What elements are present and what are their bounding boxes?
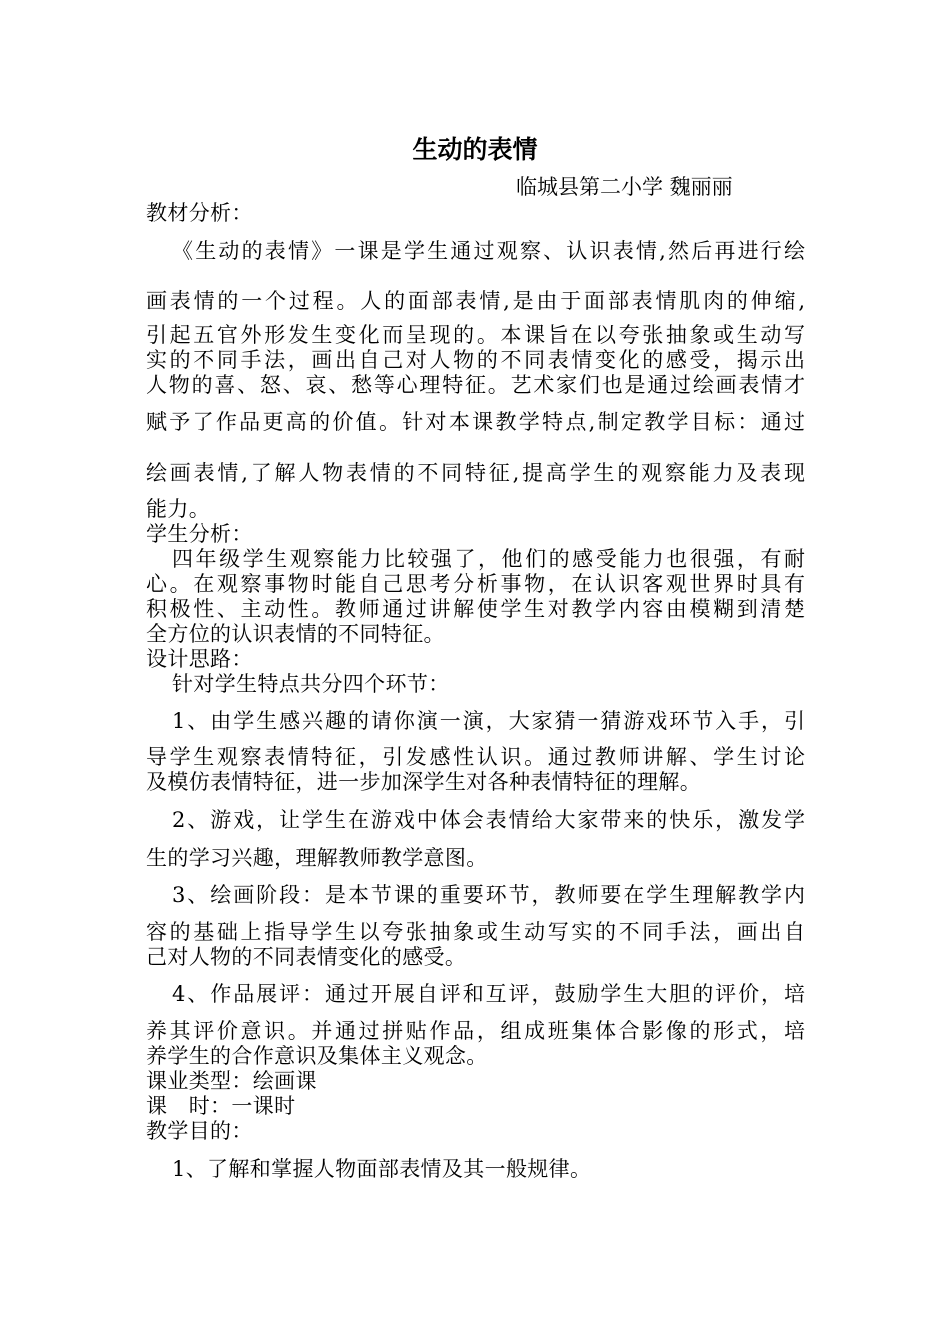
paragraph-line: 能力。	[146, 497, 211, 521]
list-item-line: 及模仿表情特征，进一步加深学生对各种表情特征的理解。	[146, 770, 702, 794]
paragraph-line: 积极性、主动性。教师通过讲解使学生对教学内容由模糊到清楚	[146, 597, 805, 621]
paragraph-line: 引起五官外形发生变化而呈现的。本课旨在以夸张抽象或生动写	[146, 323, 805, 347]
list-item-line: 2、游戏，让学生在游戏中体会表情给大家带来的快乐，激发学	[172, 808, 805, 832]
section-heading-textbook-analysis: 教材分析：	[146, 201, 253, 225]
paragraph-line: 人物的喜、怒、哀、愁等心理特征。艺术家们也是通过绘画表情才	[146, 373, 805, 397]
list-item-line: 容的基础上指导学生以夸张抽象或生动写实的不同手法，画出自	[146, 920, 805, 944]
list-item-line: 4、作品展评：通过开展自评和互评，鼓励学生大胆的评价，培	[172, 982, 805, 1006]
paragraph-line: 全方位的认识表情的不同特征。	[146, 622, 445, 646]
section-heading-teaching-goals: 教学目的：	[146, 1119, 253, 1143]
paragraph-line: 《生动的表情》一课是学生通过观察、认识表情,然后再进行绘	[172, 239, 805, 263]
paragraph-line: 实的不同手法，画出自己对人物的不同表情变化的感受，揭示出	[146, 348, 805, 372]
list-item-line: 生的学习兴趣，理解教师教学意图。	[146, 846, 488, 870]
paragraph-line: 绘画表情,了解人物表情的不同特征,提高学生的观察能力及表现	[146, 461, 805, 485]
list-item-line: 养学生的合作意识及集体主义观念。	[146, 1044, 488, 1068]
paragraph-line: 心。在观察事物时能自己思考分析事物，在认识客观世界时具有	[146, 572, 805, 596]
document-author: 临城县第二小学 魏丽丽	[516, 175, 733, 199]
list-item-line: 导学生观察表情特征，引发感性认识。通过教师讲解、学生讨论	[146, 745, 805, 769]
lesson-hours: 课 时：一课时	[146, 1094, 296, 1118]
list-item-line: 养其评价意识。并通过拼贴作品，组成班集体合影像的形式，培	[146, 1019, 805, 1043]
paragraph-line: 针对学生特点共分四个环节：	[172, 672, 450, 696]
list-item-line: 1、由学生感兴趣的请你演一演，大家猜一猜游戏环节入手，引	[172, 709, 805, 733]
lesson-type: 课业类型：绘画课	[146, 1069, 317, 1093]
list-item-line: 己对人物的不同表情变化的感受。	[146, 945, 467, 969]
document-title: 生动的表情	[412, 135, 538, 164]
paragraph-line: 赋予了作品更高的价值。针对本课教学特点,制定教学目标：通过	[146, 410, 805, 434]
paragraph-line: 四年级学生观察能力比较强了，他们的感受能力也很强，有耐	[172, 547, 805, 571]
list-item-line: 1、了解和掌握人物面部表情及其一般规律。	[172, 1157, 592, 1181]
section-heading-design-ideas: 设计思路：	[146, 647, 253, 671]
section-heading-student-analysis: 学生分析：	[146, 522, 253, 546]
paragraph-line: 画表情的一个过程。人的面部表情,是由于面部表情肌肉的伸缩,	[146, 289, 805, 313]
list-item-line: 3、绘画阶段：是本节课的重要环节，教师要在学生理解教学内	[172, 883, 805, 907]
